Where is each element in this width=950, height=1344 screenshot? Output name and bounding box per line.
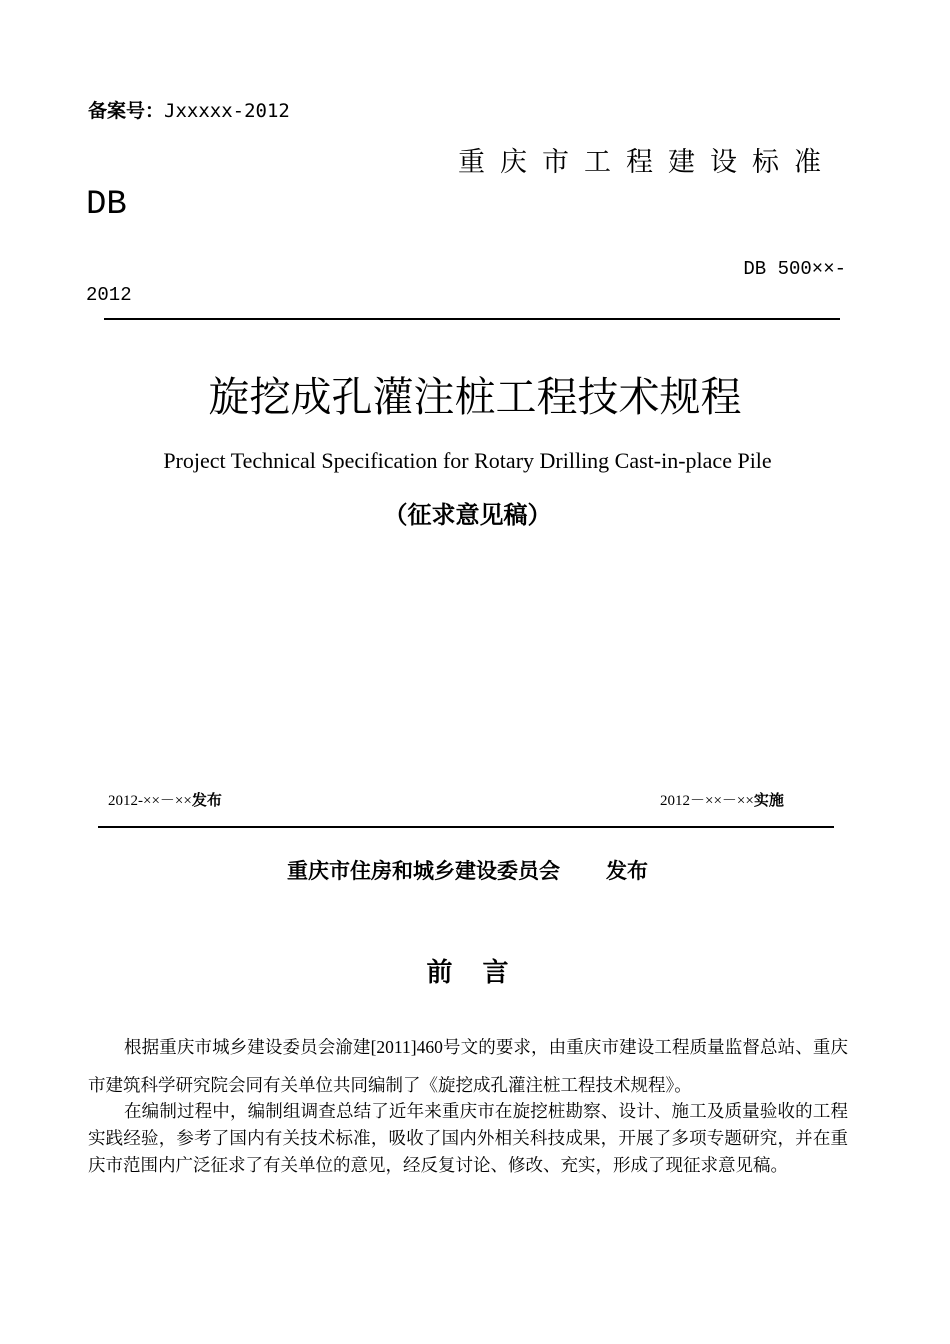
publisher-name: 重庆市住房和城乡建设委员会	[287, 859, 560, 883]
db-mark: DB	[86, 186, 127, 224]
effective-date-value: 2012－××－××	[660, 793, 754, 809]
effective-label: 实施	[753, 791, 784, 809]
english-title: Project Technical Specification for Rotary Drilling Cast-in-place Pile	[163, 448, 772, 473]
standard-category-title: 重庆市工程建设标准	[458, 147, 836, 178]
preface-heading: 前言	[426, 958, 539, 988]
preface-paragraph-1: 根据重庆市城乡建设委员会渝建[2011]460号文的要求，由重庆市建设工程质量监督总站、重庆市建筑科学研究院会同有关单位共同编制了《旋挖成孔灌注桩工程技术规程》。	[88, 1037, 848, 1095]
record-number-label: 备案号：	[88, 100, 165, 122]
release-date	[108, 789, 222, 810]
bottom-divider	[98, 826, 834, 828]
document-title: 旋挖成孔灌注桩工程技术规程	[208, 374, 742, 420]
publisher-line	[0, 855, 935, 885]
record-number	[88, 96, 290, 123]
standard-year: 2012	[86, 284, 132, 306]
draft-label: （征求意见稿）	[383, 501, 552, 529]
top-divider	[104, 318, 840, 320]
release-label: 发布	[191, 791, 222, 809]
preface-paragraph-2: 在编制过程中，编制组调查总结了近年来重庆市在旋挖桩勘察、设计、施工及质量验收的工程实践经验，参考了国内有关技术标准，吸收了国内外相关科技成果，开展了多项专题研究，并在重庆市范围内广泛征求了有关单位的意见，经反复讨论、修改、充实，形成了现征求意见稿。	[88, 1101, 848, 1175]
publisher-action: 发布	[606, 859, 648, 883]
standard-code: DB 500××-	[743, 258, 846, 280]
effective-date	[660, 789, 784, 810]
release-date-value: 2012-××－××	[108, 793, 192, 809]
record-number-value: Jxxxxx-2012	[164, 100, 290, 122]
